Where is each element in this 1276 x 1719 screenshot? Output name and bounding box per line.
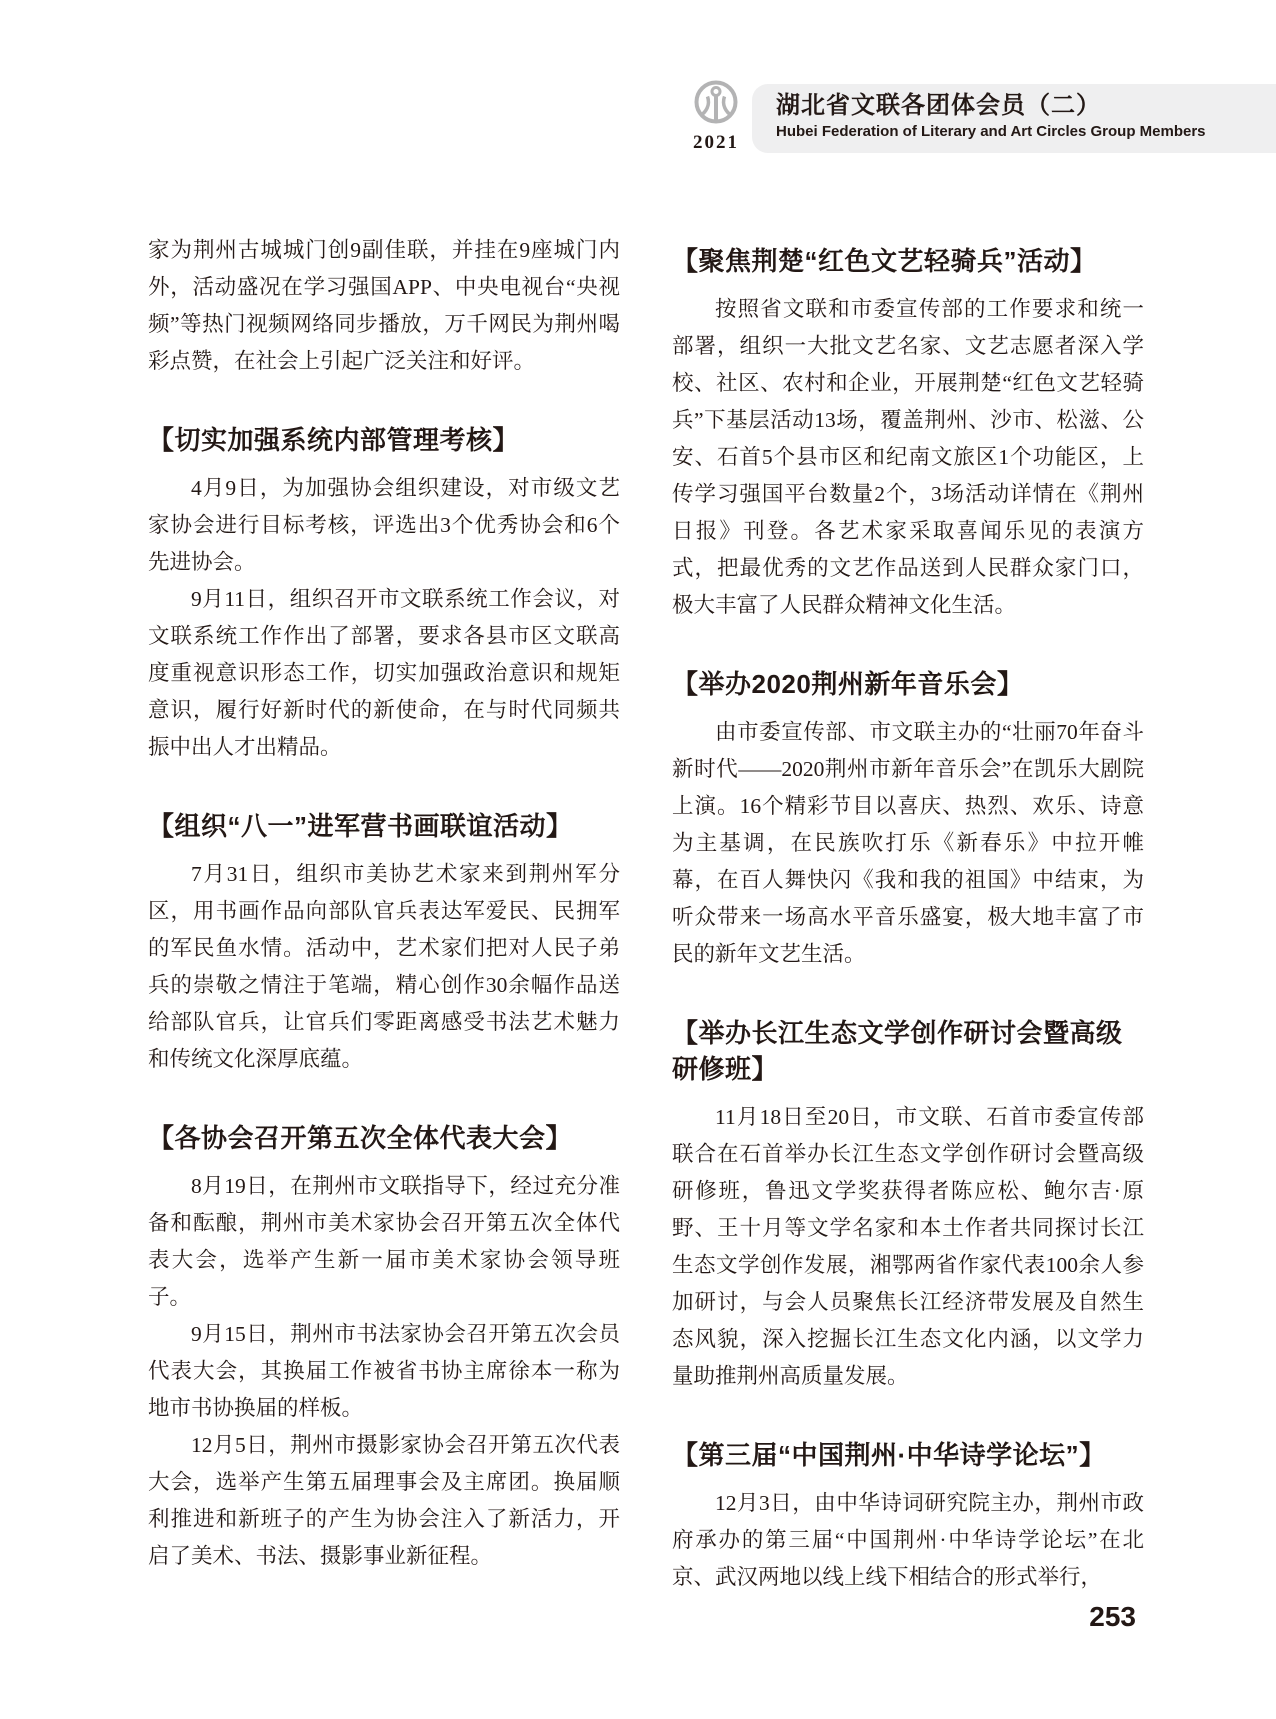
paragraph: 8月19日，在荆州市文联指导下，经过充分准备和酝酿，荆州市美术家协会召开第五次全体代表大会，选举产生新一届市美术家协会领导班子。 [148, 1174, 620, 1309]
section-heading: 【切实加强系统内部管理考核】 [148, 425, 520, 455]
section-army-camp-calligraphy [148, 808, 620, 1078]
paragraph: 12月5日，荆州市摄影家协会召开第五次代表大会，选举产生第五届理事会及主席团。换届顺利推进和新班子的产生为协会注入了新活力，开启了美术、书法、摄影事业新征程。 [148, 1433, 620, 1568]
header-title-en: Hubei Federation of Literary and Art Circles Group Members [776, 123, 1206, 140]
paragraph: 按照省文联和市委宣传部的工作要求和统一部署，组织一大批文艺名家、文艺志愿者深入学校、社区、农村和企业，开展荆楚“红色文艺轻骑兵”下基层活动13场，覆盖荆州、沙市、松滋、公安、石首5个县市区和纪南文旅区1个功能区，上传学习强国平台数量2个，3场活动详情在《荆州日报》刊登。各艺术家采取喜闻乐见的表演方式，把最优秀的文艺作品送到人民群众家门口，极大丰富了人民群众精神文化生活。 [672, 297, 1144, 617]
section-fifth-congresses [148, 1120, 620, 1575]
paragraph: 9月15日，荆州市书法家协会召开第五次会员代表大会，其换届工作被省书协主席徐本一称为地市书协换届的样板。 [148, 1322, 620, 1420]
section-heading: 【组织“八一”进军营书画联谊活动】 [148, 811, 573, 841]
section-heading: 【第三届“中国荆州·中华诗学论坛”】 [672, 1440, 1106, 1470]
section-new-year-concert [672, 666, 1144, 973]
year-logo-block [688, 80, 744, 154]
section-red-art-light-cavalry [672, 243, 1144, 624]
section-heading: 【举办长江生态文学创作研讨会暨高级研修班】 [672, 1018, 1123, 1084]
paragraph: 由市委宣传部、市文联主办的“壮丽70年奋斗新时代——2020荆州市新年音乐会”在凯乐大剧院上演。16个精彩节目以喜庆、热烈、欢乐、诗意为主基调，在民族吹打乐《新春乐》中拉开帷幕，在百人舞快闪《我和我的祖国》中结束，为听众带来一场高水平音乐盛宴，极大地丰富了市民的新年文艺生活。 [672, 720, 1144, 966]
section-heading: 【举办2020荆州新年音乐会】 [672, 669, 1024, 699]
header-title-band [752, 84, 1276, 153]
paragraph: 7月31日，组织市美协艺术家来到荆州军分区，用书画作品向部队官兵表达军爱民、民拥军的军民鱼水情。活动中，艺术家们把对人民子弟兵的崇敬之情注于笔端，精心创作30余幅作品送给部队官兵，让官兵们零距离感受书法艺术魅力和传统文化深厚底蕴。 [148, 862, 620, 1071]
paragraph: 9月11日，组织召开市文联系统工作会议，对文联系统工作作出了部署，要求各县市区文联高度重视意识形态工作，切实加强政治意识和规矩意识，履行好新时代的新使命，在与时代同频共振中出人才出精品。 [148, 587, 620, 759]
logo-year: 2021 [693, 132, 739, 153]
section-yangtze-eco-literature [672, 1015, 1144, 1395]
section-heading: 【聚焦荆楚“红色文艺轻骑兵”活动】 [672, 246, 1097, 276]
header-title-cn: 湖北省文联各团体会员（二） [776, 92, 1101, 119]
continuation-paragraph: 家为荆州古城城门创9副佳联，并挂在9座城门内外，活动盛况在学习强国APP、中央电视台“央视频”等热门视频网络同步播放，万千网民为荆州喝彩点赞，在社会上引起广泛关注和好评。 [148, 238, 620, 373]
paragraph: 11月18日至20日，市文联、石首市委宣传部联合在石首举办长江生态文学创作研讨会暨高级研修班，鲁迅文学奖获得者陈应松、鲍尔吉·原野、王十月等文学名家和本土作者共同探讨长江生态文学创作发展，湘鄂两省作家代表100余人参加研讨，与会人员聚焦长江经济带发展及自然生态风貌，深入挖掘长江生态文化内涵，以文学力量助推荆州高质量发展。 [672, 1105, 1144, 1388]
right-column [672, 243, 1144, 1596]
paragraph: 4月9日，为加强协会组织建设，对市级文艺家协会进行目标考核，评选出3个优秀协会和6个先进协会。 [148, 476, 620, 574]
left-column [148, 232, 620, 1575]
paragraph: 12月3日，由中华诗词研究院主办，荆州市政府承办的第三届“中国荆州·中华诗学论坛”在北京、武汉两地以线上线下相结合的形式举行， [672, 1491, 1144, 1589]
section-poetics-forum [672, 1437, 1144, 1596]
section-internal-management [148, 422, 620, 766]
wenlian-emblem-icon [688, 80, 744, 130]
section-heading: 【各协会召开第五次全体代表大会】 [148, 1123, 573, 1153]
page-number: 253 [1089, 1601, 1136, 1632]
